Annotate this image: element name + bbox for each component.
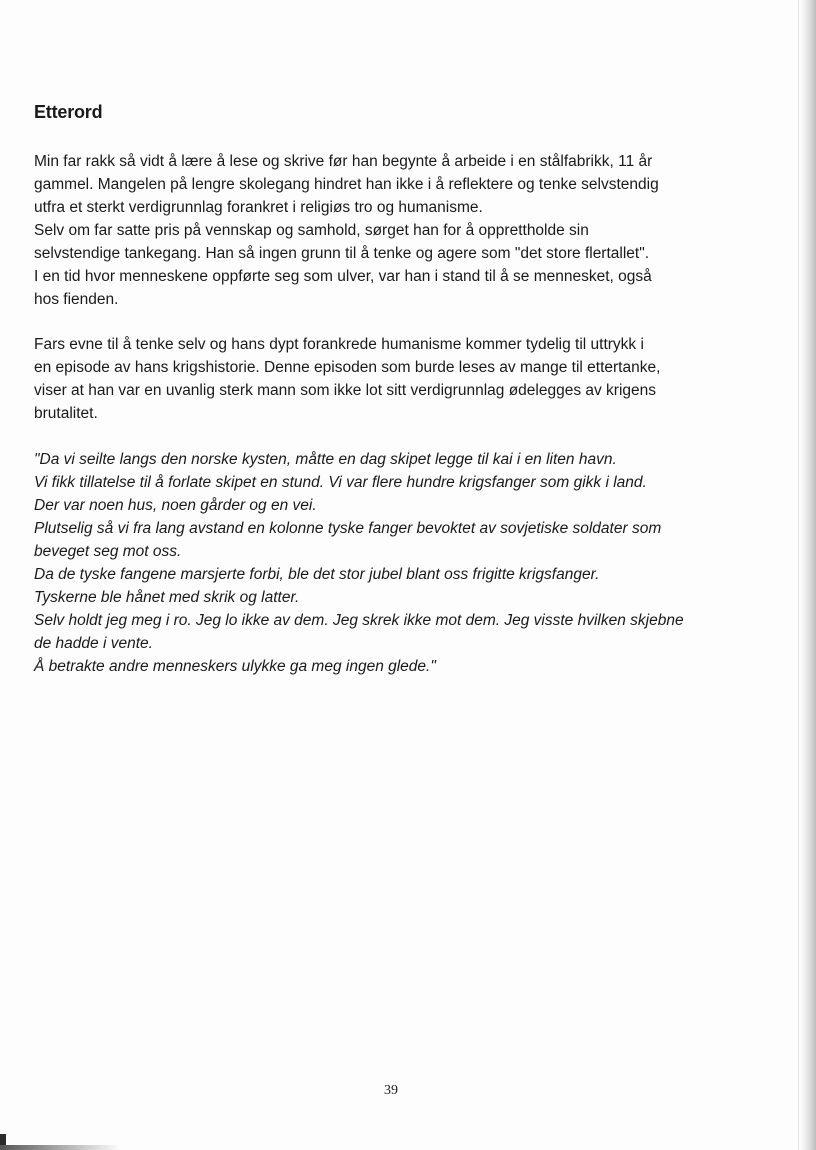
quote-line: de hadde i vente. [34,635,153,652]
quote-line: Vi fikk tillatelse til å forlate skipet en stund. Vi var flere hundre krigsfanger som gikk i land. [34,474,647,491]
text-line: brutalitet. [34,405,98,422]
page-edge-shadow [798,0,816,1150]
quote-line: Selv holdt jeg meg i ro. Jeg lo ikke av dem. Jeg skrek ikke mot dem. Jeg visste hvilken skjebne [34,612,684,629]
text-line: selvstendige tankegang. Han så ingen grunn til å tenke og agere som "det store flertallet". [34,245,650,262]
quote-line: Å betrakte andre menneskers ulykke ga meg ingen glede." [34,658,436,675]
quote-line: Da de tyske fangene marsjerte forbi, ble det stor jubel blant oss frigitte krigsfanger. [34,566,600,583]
text-line: gammel. Mangelen på lengre skolegang hindret han ikke i å reflektere og tenke selvstendig [34,176,659,193]
paragraph-2 [34,333,754,425]
text-line: utfra et sterkt verdigrunnlag forankret i religiøs tro og humanisme. [34,199,483,216]
scan-bottom-shadow [0,1145,120,1150]
page-number: 39 [384,1083,398,1098]
text-line: I en tid hvor menneskene oppførte seg som ulver, var han i stand til å se mennesket, også [34,268,652,285]
quote-line: Der var noen hus, noen gårder og en vei. [34,497,317,514]
quote-block [34,448,754,678]
text-line: viser at han var en uvanlig sterk mann som ikke lot sitt verdigrunnlag ødelegges av krigens [34,382,657,399]
text-line: en episode av hans krigshistorie. Denne episoden som burde leses av mange til ettertanke, [34,359,661,376]
page-edge-line [798,0,799,1150]
text-line: Fars evne til å tenke selv og hans dypt forankrede humanisme kommer tydelig til uttrykk i [34,336,644,353]
quote-line: Plutselig så vi fra lang avstand en kolonne tyske fanger bevoktet av sovjetiske soldater som [34,520,662,537]
quote-line: "Da vi seilte langs den norske kysten, måtte en dag skipet legge til kai i en liten havn. [34,451,617,468]
quote-line: Tyskerne ble hånet med skrik og latter. [34,589,300,606]
paragraph-1 [34,150,754,311]
page-title: Etterord [34,102,103,122]
text-line: Selv om far satte pris på vennskap og samhold, sørget han for å opprettholde sin [34,222,589,239]
quote-line: beveget seg mot oss. [34,543,182,560]
text-line: hos fienden. [34,291,119,308]
text-line: Min far rakk så vidt å lære å lese og skrive før han begynte å arbeide i en stålfabrikk, 11 år [34,153,653,170]
